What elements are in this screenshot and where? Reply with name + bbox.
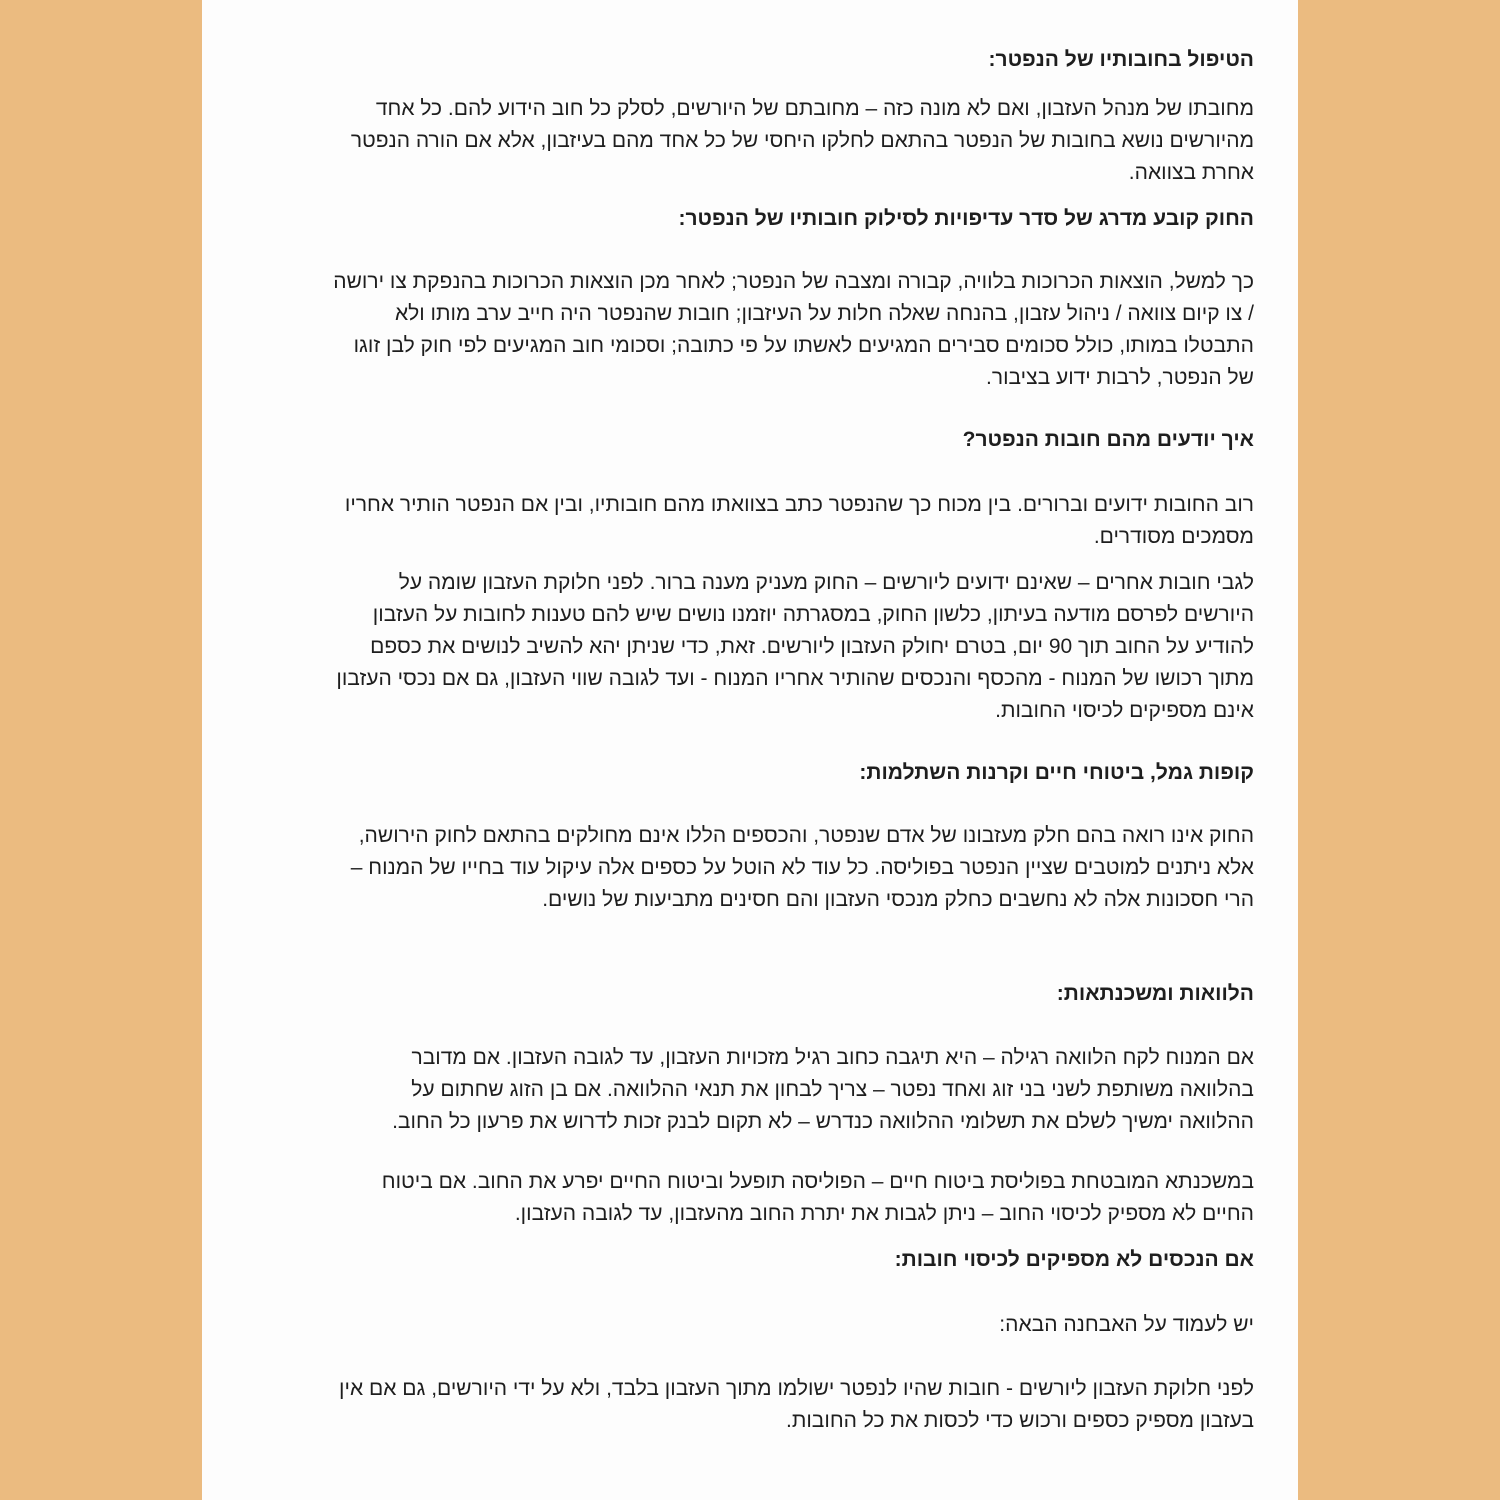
paragraph-text: מחובתו של מנהל העזבון, ואם לא מונה כזה – מחובתם של היורשים, לסלק כל חוב הידוע להם. כל אחד מהיורשים נושא בחובות של הנפטר בהתאם לחלקו היחסי של כל אחד מהם בעיזבון, אלא אם הורה הנפטר אחרת בצוואה. (350, 97, 1254, 184)
paragraph-text: רוב החובות ידועים וברורים. בין מכוח כך שהנפטר כתב בצוואתו מהם חובותיו, ובין אם הנפטר הותיר אחריו מסמכים מסודרים. (344, 493, 1254, 548)
heading-text: איך יודעים מהם חובות הנפטר? (962, 428, 1254, 451)
paragraph-text: החוק אינו רואה בהם חלק מעזבונו של אדם שנפטר, והכספים הללו אינם מחולקים בהתאם לחוק הירושה, אלא ניתנים למוטבים שציין הנפטר בפוליסה. כל עוד לא הוטל על כספים אלה עיקול עוד בחייו של המנוח – הרי חסכונות אלה לא נחשבים כחלק מנכסי העזבון והם חסינים מתביעות של נושים. (350, 824, 1254, 911)
paragraph-administrator-duty (332, 93, 1254, 189)
paragraph-mortgage-insurance (332, 1166, 1254, 1230)
paragraph-text: יש לעמוד על האבחנה הבאה: (999, 1313, 1254, 1336)
heading-text: החוק קובע מדרג של סדר עדיפויות לסילוק חובותיו של הנפטר: (678, 207, 1254, 230)
heading-insufficient-assets (332, 1244, 1254, 1276)
paragraph-unknown-debts (332, 567, 1254, 727)
heading-provident-funds (332, 757, 1254, 789)
heading-deceased-debts-handling (332, 44, 1254, 76)
heading-loans-mortgages (332, 978, 1254, 1010)
heading-how-to-know-debts (332, 424, 1254, 456)
paragraph-regular-loan (332, 1042, 1254, 1138)
paragraph-text: אם המנוח לקח הלוואה רגילה – היא תיגבה כחוב רגיל מזכויות העזבון, עד לגובה העזבון. אם מדובר בהלוואה משותפת לשני בני זוג ואחד נפטר – צריך לבחון את תנאי ההלוואה. אם בן הזוג שחתום על ההלוואה ימשיך לשלם את תשלומי ההלוואה כנדרש – לא תקום לבנק זכות לדרוש את פרעון כל החוב. (392, 1046, 1254, 1133)
paragraph-before-distribution (332, 1373, 1254, 1437)
heading-text: הטיפול בחובותיו של הנפטר: (988, 48, 1254, 71)
paragraph-text: לפני חלוקת העזבון ליורשים - חובות שהיו לנפטר ישולמו מתוך העזבון בלבד, ולא על ידי היורשים, גם אם אין בעזבון מספיק כספים ורכוש כדי לכסות את כל החובות. (339, 1377, 1254, 1432)
paragraph-distinction (332, 1309, 1254, 1341)
heading-priority-order (332, 203, 1254, 235)
heading-text: אם הנכסים לא מספיקים לכיסוי חובות: (894, 1248, 1254, 1271)
heading-text: קופות גמל, ביטוחי חיים וקרנות השתלמות: (859, 761, 1254, 784)
paragraph-known-debts (332, 489, 1254, 553)
document-page (202, 0, 1298, 1500)
heading-text: הלוואות ומשכנתאות: (1056, 982, 1254, 1005)
paragraph-provident-funds (332, 820, 1254, 916)
paragraph-text: במשכנתא המובטחת בפוליסת ביטוח חיים – הפוליסה תופעל וביטוח החיים יפרע את החוב. אם ביטוח החיים לא מספיק לכיסוי החוב – ניתן לגבות את יתרת החוב מהעזבון, עד לגובה העזבון. (381, 1170, 1254, 1225)
paragraph-text: כך למשל, הוצאות הכרוכות בלוויה, קבורה ומצבה של הנפטר; לאחר מכן הוצאות הכרוכות בהנפקת צו ירושה / צו קיום צוואה / ניהול עזבון, בהנחה שאלה חלות על העיזבון; חובות שהנפטר היה חייב ערב מותו ולא התבטלו במותו, כולל סכומים סבירים המגיעים לאשתו על פי כתובה; וסכומי חוב המגיעים לפי חוק לבן זוגו של הנפטר, לרבות ידוע בציבור. (333, 270, 1254, 389)
paragraph-text: לגבי חובות אחרים – שאינם ידועים ליורשים – החוק מעניק מענה ברור. לפני חלוקת העזבון שומה על היורשים לפרסם מודעה בעיתון, כלשון החוק, במסגרתה יוזמנו נושים שיש להם טענות לחובות על העזבון להודיע על החוב תוך 90 יום, בטרם יחולק העזבון ליורשים. זאת, כדי שניתן יהא להשיב לנושים את כספם מתוך רכושו של המנוח - מהכסף והנכסים שהותיר אחריו המנוח - ועד לגובה שווי העזבון, גם אם נכסי העזבון אינם מספיקים לכיסוי החובות. (336, 571, 1254, 722)
paragraph-priority-examples (332, 266, 1254, 394)
